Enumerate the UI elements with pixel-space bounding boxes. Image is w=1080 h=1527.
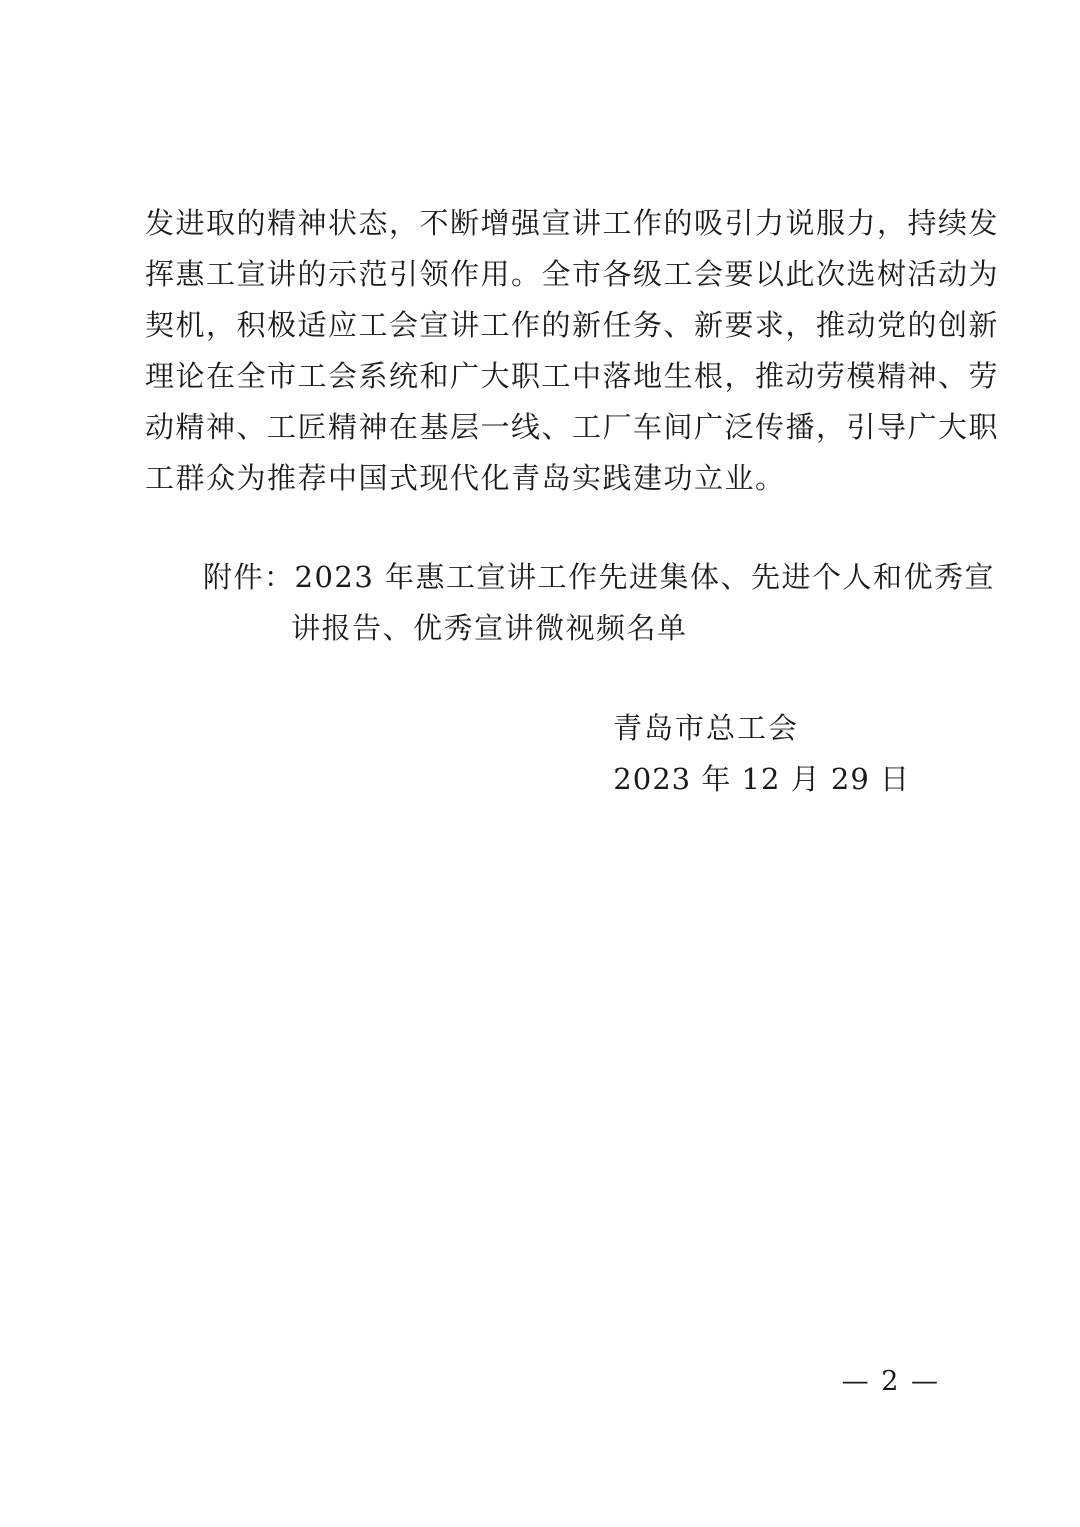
body-line: 挥惠工宣讲的示范引领作用。全市各级工会要以此次选树活动为 [145, 257, 1000, 291]
issue-date: 2023 年 12 月 29 日 [613, 762, 910, 796]
attachment-line-2: 讲报告、优秀宣讲微视频名单 [291, 611, 688, 645]
issuing-organization: 青岛市总工会 [613, 711, 800, 745]
body-line: 发进取的精神状态，不断增强宣讲工作的吸引力说服力，持续发 [145, 206, 1000, 240]
body-line: 契机，积极适应工会宣讲工作的新任务、新要求，推动党的创新 [145, 308, 1000, 342]
page-number: — 2 — [841, 1366, 940, 1397]
attachment-note [203, 552, 996, 654]
body-line: 工群众为推荐中国式现代化青岛实践建功立业。 [145, 461, 786, 495]
signature-block [600, 703, 910, 805]
attachment-line-1: 附件：2023 年惠工宣讲工作先进集体、先进个人和优秀宣 [203, 560, 996, 594]
body-paragraph [145, 198, 1000, 504]
body-line: 动精神、工匠精神在基层一线、工厂车间广泛传播，引导广大职 [145, 410, 1000, 444]
body-line: 理论在全市工会系统和广大职工中落地生根，推动劳模精神、劳 [145, 359, 1000, 393]
